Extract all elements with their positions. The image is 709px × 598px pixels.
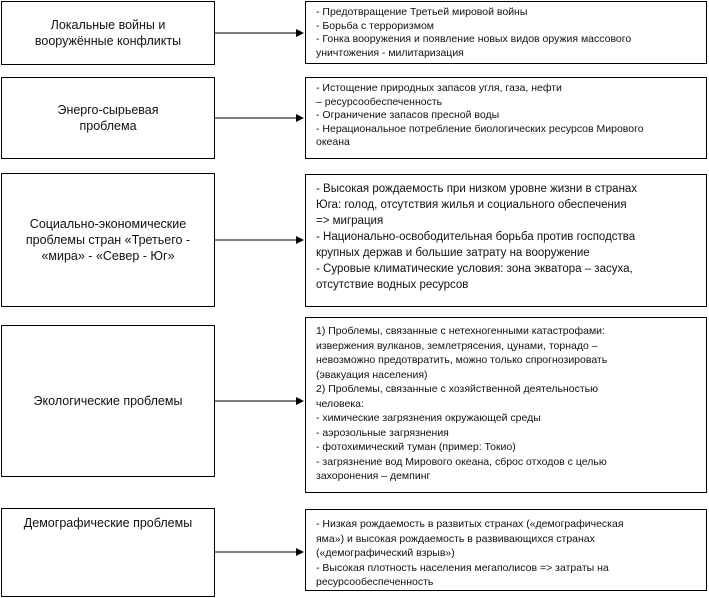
right-box-0 [305,1,707,64]
detail-line: - Гонка вооружения и появление новых видов оружия массового [316,33,632,45]
detail-line: яма») и высокая рождаемость в развивающихся странах [316,532,595,545]
detail-line: крупных держав и большие затрату на вооружение [316,247,590,259]
detail-line: – ресурсообеспеченность [316,95,443,108]
category-label [24,515,192,531]
detail-line: - Высокая рождаемость при низком уровне жизни в странах [316,183,638,195]
category-line: вооружённые конфликты [34,34,182,48]
category-line: Социально-экономические [29,217,187,231]
detail-line: => миграция [316,215,384,227]
detail-line: - Нерациональное потребление биологических ресурсов Мирового [316,122,644,135]
detail-line: извержения вулканов, землетрясения, цунами, торнадо – [316,339,598,352]
left-box-0 [1,1,215,65]
detail-line: - Национально-освободительная борьба против господства [316,231,636,243]
category-label [26,216,190,264]
detail-line: - Суровые климатические условия: зона экватора – засуха, [316,263,633,275]
detail-line: - химические загрязнения окружающей среды [316,412,541,424]
category-line: Локальные войны и [50,18,166,32]
category-line: Энерго-сырьевая [57,103,159,117]
left-box-3 [1,325,215,477]
detail-line: - Низкая рождаемость в развитых странах («демографическая [316,518,624,530]
right-box-1 [305,77,707,159]
detail-line: отсутствие водных ресурсов [316,279,469,291]
detail-line: человека: [316,397,364,410]
detail-line: - Истощение природных запасов угля, газа, нефти [316,82,562,94]
right-box-2 [305,174,707,307]
category-label [34,393,183,409]
detail-line: океана [316,136,350,148]
detail-line: захоронения – демпинг [316,470,431,482]
right-box-3 [305,317,707,493]
category-label [57,102,158,134]
detail-line: - загрязнение вод Мирового океана, сброс отходов с целью [316,455,607,468]
category-line: «мира» - «Север - Юг» [41,249,175,263]
right-box-4 [305,509,707,591]
detail-line: - Высокая плотность населения мегаполисов => затраты на [316,561,609,574]
detail-line: невозможно предотвратить, можно только спрогнозировать [316,354,608,366]
detail-line: 1) Проблемы, связанные с нетехногенными катастрофами: [316,325,605,337]
detail-line: - Предотвращение Третьей мировой войны [316,6,528,18]
detail-line: Юга: голод, отсутствия жилья и социального обеспечения [316,199,627,211]
category-label [35,17,181,49]
detail-line: ресурсообеспеченность [316,576,434,588]
detail-line: - фотохимический туман (пример: Токио) [316,441,516,453]
category-line: Демографические проблемы [23,516,193,530]
category-line: Экологические проблемы [33,394,183,408]
detail-line: 2) Проблемы, связанные с хозяйственной деятельностью [316,383,598,395]
left-box-1 [1,77,215,159]
left-box-2 [1,173,215,307]
detail-line: («демографический взрыв») [316,547,455,559]
category-line: проблема [79,119,137,133]
detail-line: - Борьба с терроризмом [316,19,434,32]
detail-line: - аэрозольные загрязнения [316,426,449,439]
detail-line: уничтожения - милитаризация [316,46,464,59]
category-line: проблемы стран «Третьего - [25,233,191,247]
detail-line: (эвакуация населения) [316,368,428,381]
left-box-4 [1,508,215,597]
detail-line: - Ограничение запасов пресной воды [316,109,500,121]
